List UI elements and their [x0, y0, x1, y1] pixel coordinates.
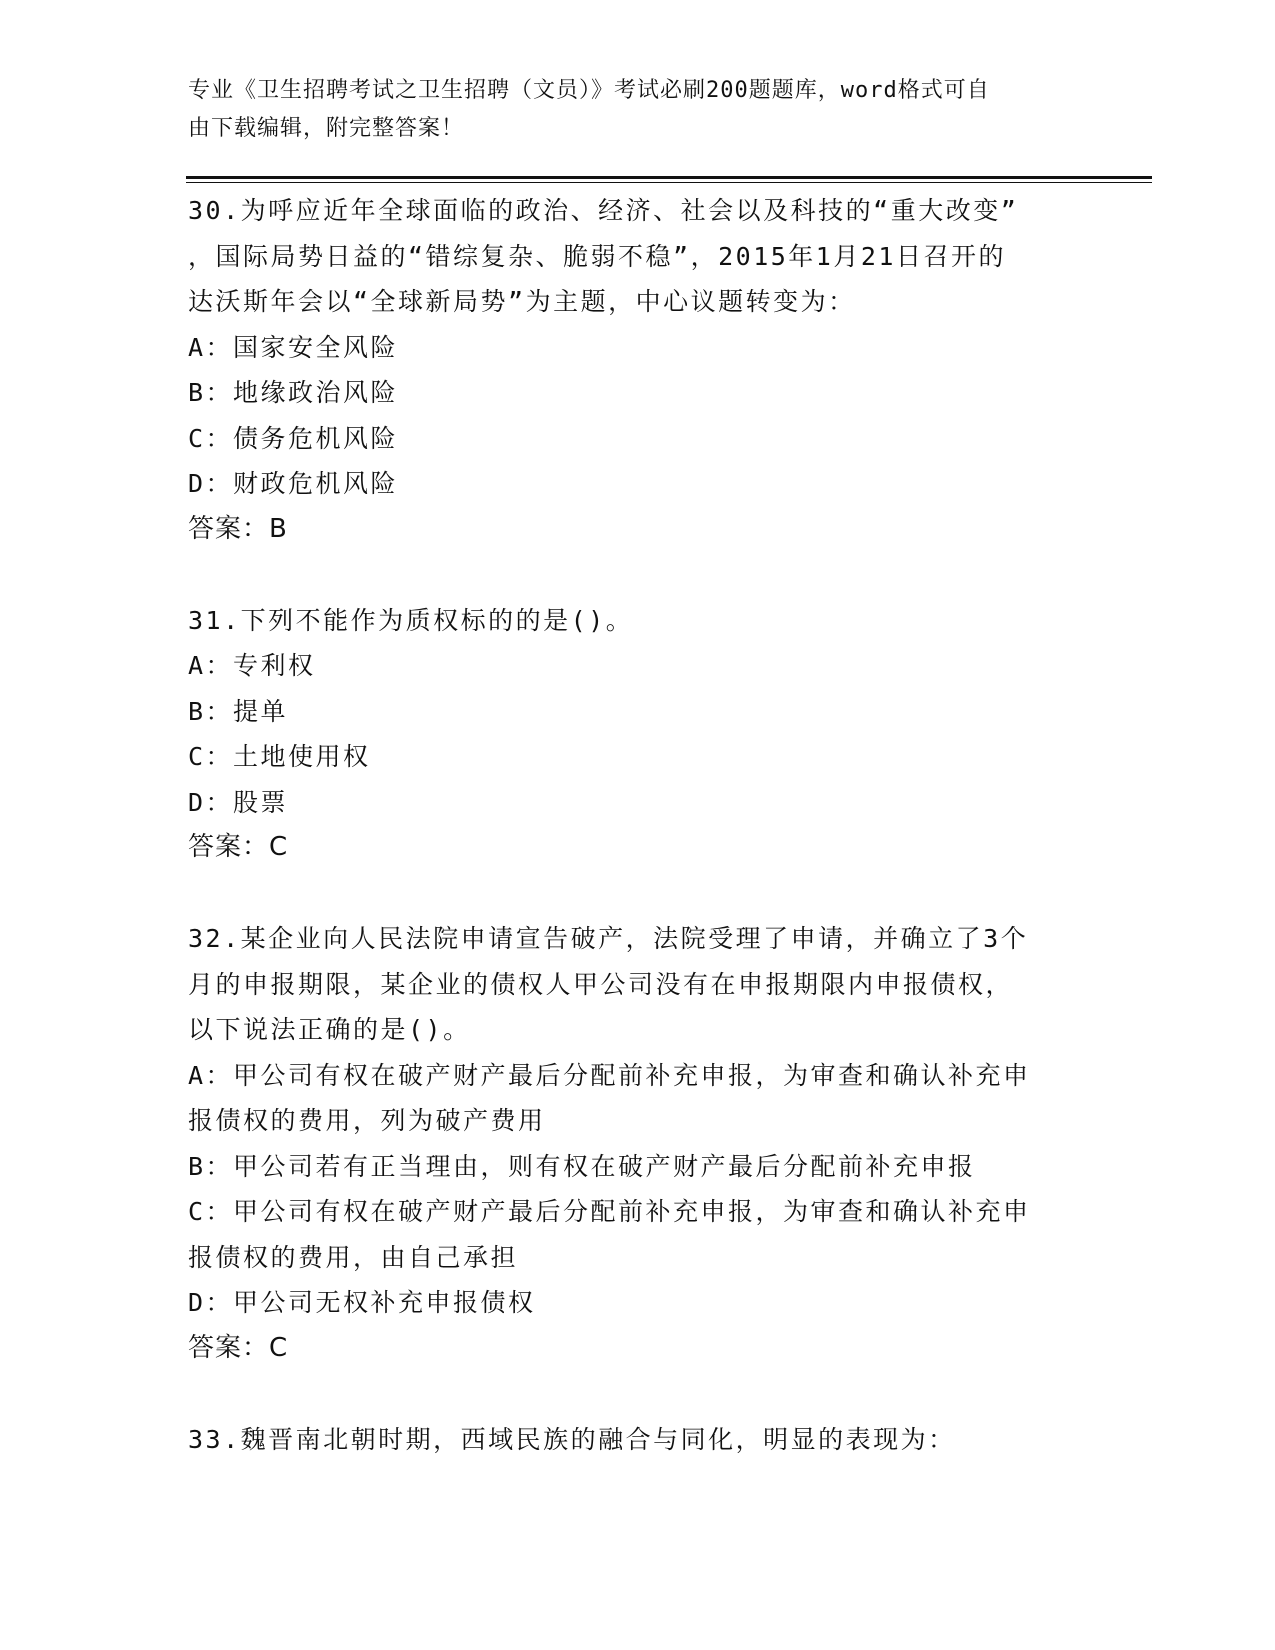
document-header [188, 72, 1068, 148]
option-c: C：土地使用权 [188, 742, 371, 771]
question-stem-line: ，国际局势日益的“错综复杂、脆弱不稳”，2015年1月21日召开的 [188, 241, 1006, 271]
option-b: B：地缘政治风险 [188, 378, 399, 407]
option-b: B：提单 [188, 696, 289, 726]
question-stem-line: 达沃斯年会以“全球新局势”为主题，中心议题转变为： [188, 287, 856, 316]
question-list [188, 188, 1088, 1462]
question-31 [188, 598, 1088, 871]
question-stem-line: 32.某企业向人民法院申请宣告破产，法院受理了申请，并确立了3个 [188, 924, 1029, 953]
option-d: D：甲公司无权补充申报债权 [188, 1288, 536, 1317]
option-a: A：国家安全风险 [188, 332, 399, 362]
option-d: D：财政危机风险 [188, 469, 399, 498]
question-stem-line: 33.魏晋南北朝时期，西域民族的融合与同化，明显的表现为： [188, 1424, 956, 1454]
answer-line: 答案：C [188, 832, 289, 862]
header-divider-thin [186, 182, 1152, 183]
option-d: D：股票 [188, 787, 289, 817]
option-c: C：债务危机风险 [188, 423, 399, 453]
question-stem-line: 以下说法正确的是()。 [188, 1015, 471, 1044]
option-a-continuation: 报债权的费用，列为破产费用 [188, 1106, 546, 1135]
header-line: 由下载编辑，附完整答案！ [188, 116, 465, 141]
answer-line: 答案：C [188, 1332, 289, 1363]
header-line: 专业《卫生招聘考试之卫生招聘（文员）》考试必刷200题题库，word格式可自 [188, 78, 990, 103]
question-33 [188, 1417, 1088, 1463]
question-stem-line: 30.为呼应近年全球面临的政治、经济、社会以及科技的“重大改变” [188, 196, 1019, 225]
question-30 [188, 188, 1088, 552]
option-a: A：专利权 [188, 651, 316, 680]
question-stem-line: 月的申报期限，某企业的债权人甲公司没有在申报期限内申报债权， [188, 969, 1014, 999]
question-stem-line: 31.下列不能作为质权标的的是()。 [188, 605, 634, 635]
option-a: A：甲公司有权在破产财产最后分配前补充申报，为审查和确认补充申 [188, 1060, 1031, 1090]
option-b: B：甲公司若有正当理由，则有权在破产财产最后分配前补充申报 [188, 1151, 976, 1181]
question-32 [188, 916, 1088, 1371]
answer-line: 答案：B [188, 513, 288, 544]
option-c: C：甲公司有权在破产财产最后分配前补充申报，为审查和确认补充申 [188, 1197, 1031, 1226]
option-c-continuation: 报债权的费用，由自己承担 [188, 1242, 519, 1272]
header-divider-thick [186, 176, 1152, 179]
